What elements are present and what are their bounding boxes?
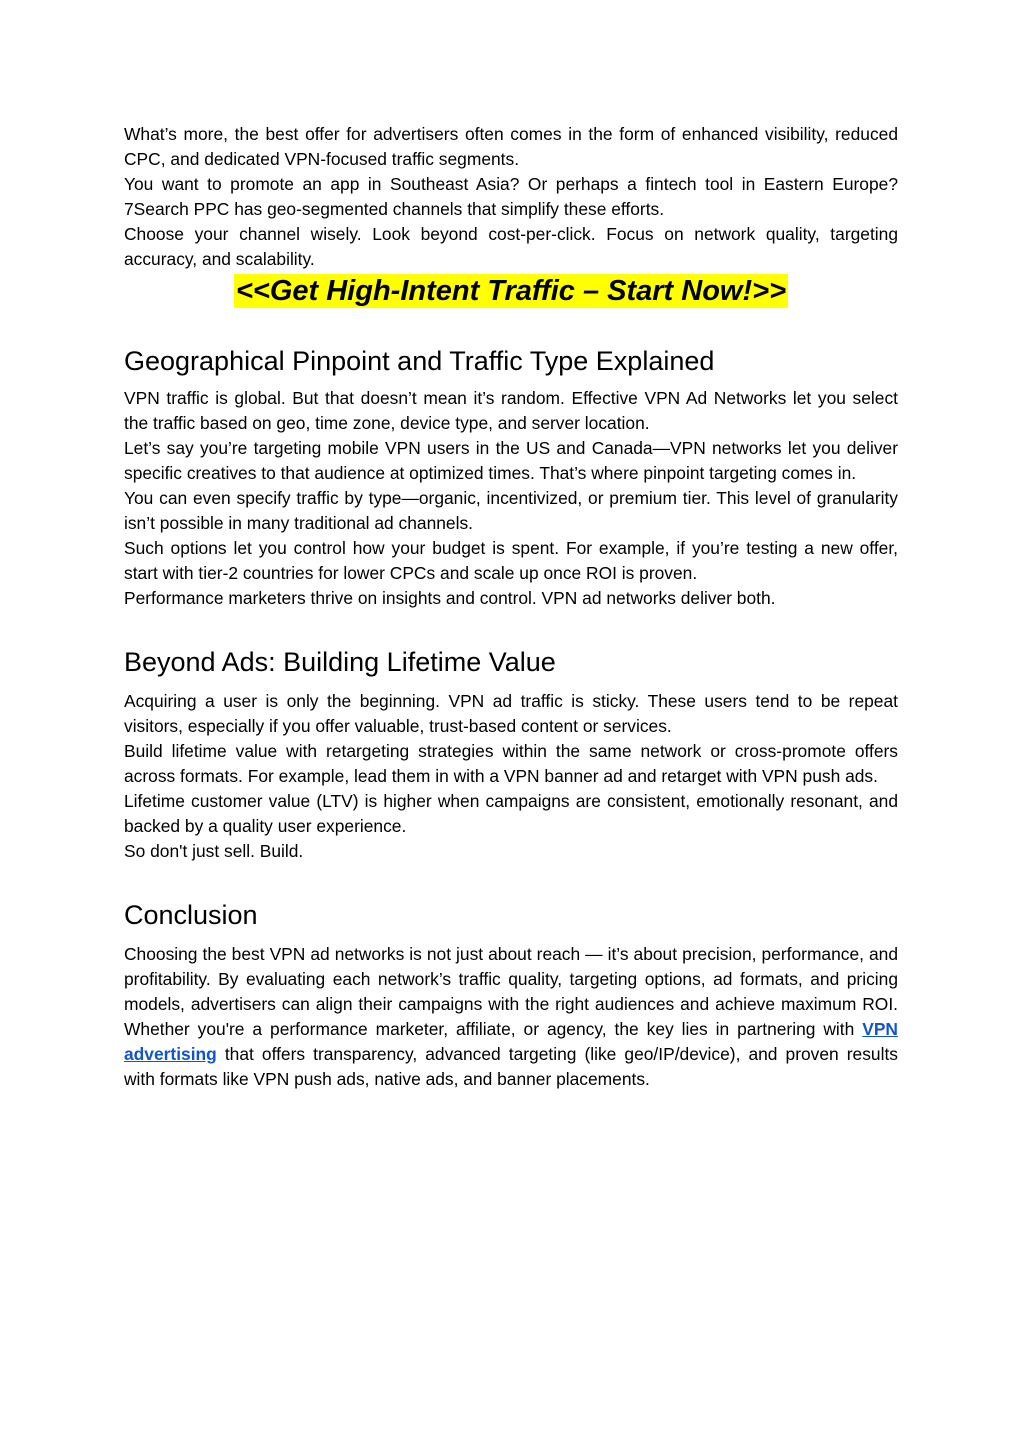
geo-paragraph-4: Such options let you control how your budget is spent. For example, if you’re testing a new offer, start with tier-2 countries for lower CPCs and scale up once ROI is proven. [124,538,898,583]
cta-link-get-traffic[interactable]: <<Get High-Intent Traffic – Start Now!>> [235,275,787,307]
geo-paragraph-3: You can even specify traffic by type—organic, incentivized, or premium tier. This level of granularity isn’t possible in many traditional ad channels. [124,488,898,533]
geo-paragraph-2: Let’s say you’re targeting mobile VPN users in the US and Canada—VPN networks let you deliver specific creatives to that audience at optimized times. That’s where pinpoint targeting comes in. [124,438,898,483]
geo-paragraph-5: Performance marketers thrive on insights and control. VPN ad networks deliver both. [124,588,776,608]
heading-geographical-pinpoint: Geographical Pinpoint and Traffic Type Explained [124,346,715,376]
intro-paragraph-1: What’s more, the best offer for advertisers often comes in the form of enhanced visibility, reduced CPC, and dedicated VPN-focused traffic segments. [124,124,898,169]
document-page [124,122,898,1092]
intro-paragraph-3: Choose your channel wisely. Look beyond cost-per-click. Focus on network quality, targeting accuracy, and scalability. [124,224,898,269]
vpn-advertising-link[interactable]: VPN advertising [124,1019,898,1064]
cta-container [124,274,898,312]
geo-paragraph-1: VPN traffic is global. But that doesn’t mean it’s random. Effective VPN Ad Networks let you select the traffic based on geo, time zone, device type, and server location. [124,388,898,433]
conclusion-text-after-link: that offers transparency, advanced targeting (like geo/IP/device), and proven results with formats like VPN push ads, native ads, and banner placements. [124,1044,898,1089]
heading-beyond-ads: Beyond Ads: Building Lifetime Value [124,647,556,677]
ltv-paragraph-4: So don't just sell. Build. [124,841,304,861]
ltv-paragraph-2: Build lifetime value with retargeting strategies within the same network or cross-promote offers across formats. For example, lead them in with a VPN banner ad and retarget with VPN push ads. [124,741,898,786]
intro-paragraph-2: You want to promote an app in Southeast Asia? Or perhaps a fintech tool in Eastern Europe? 7Search PPC has geo-segmented channels that simplify these efforts. [124,174,898,219]
ltv-paragraph-1: Acquiring a user is only the beginning. VPN ad traffic is sticky. These users tend to be repeat visitors, especially if you offer valuable, trust-based content or services. [124,691,898,736]
conclusion-paragraph [124,942,898,1092]
conclusion-text-before-link: Choosing the best VPN ad networks is not just about reach — it’s about precision, performance, and profitability. By evaluating each network’s traffic quality, targeting options, ad formats, and pricing models, advertisers can align their campaigns with the right audiences and achieve maximum ROI. Whether you're a performance marketer, affiliate, or agency, the key lies in partnering with [124,944,898,1039]
heading-conclusion: Conclusion [124,900,258,930]
ltv-paragraph-3: Lifetime customer value (LTV) is higher when campaigns are consistent, emotionally resonant, and backed by a quality user experience. [124,791,898,836]
